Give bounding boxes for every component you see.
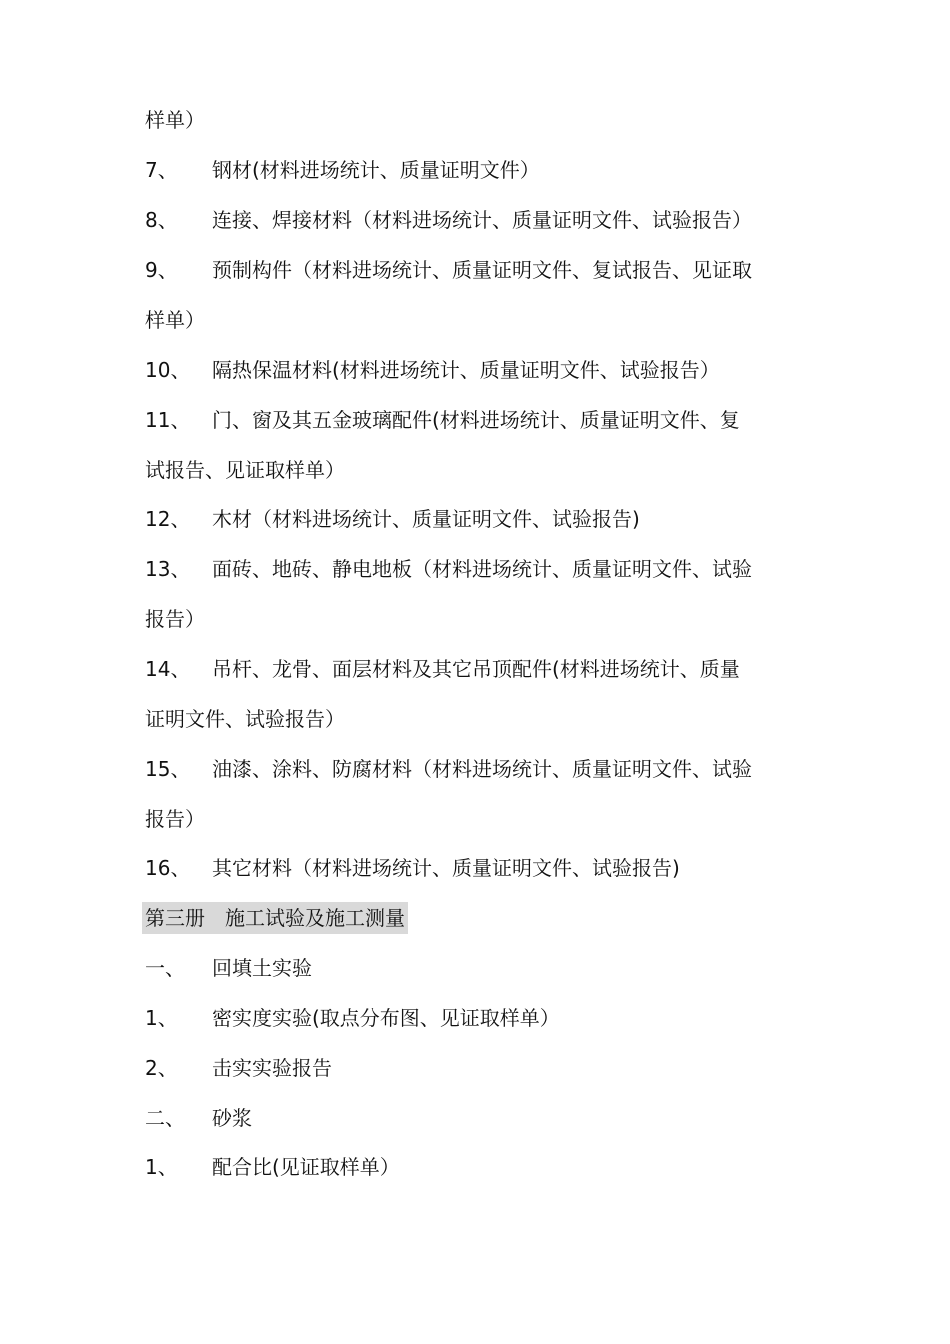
- list-item: [145, 1052, 835, 1084]
- list-item: [145, 1151, 835, 1183]
- item-number: 二、: [145, 1106, 185, 1130]
- list-item: [145, 803, 835, 835]
- item-text: 砂浆: [212, 1106, 252, 1130]
- item-text: 钢材(材料进场统计、质量证明文件）: [212, 158, 540, 182]
- item-number: 14、: [145, 657, 191, 681]
- item-text: 预制构件（材料进场统计、质量证明文件、复试报告、见证取: [212, 258, 752, 282]
- list-item: [145, 1002, 835, 1034]
- continuation-text: 证明文件、试验报告）: [145, 707, 345, 731]
- item-text: 连接、焊接材料（材料进场统计、质量证明文件、试验报告）: [212, 208, 752, 232]
- list-item: [145, 603, 835, 635]
- list-item: [145, 753, 835, 785]
- list-item: [145, 852, 835, 884]
- item-text: 其它材料（材料进场统计、质量证明文件、试验报告): [212, 856, 680, 880]
- list-item: [145, 404, 835, 436]
- list-item: [145, 653, 835, 685]
- list-item: [145, 952, 835, 984]
- continuation-text: 试报告、见证取样单）: [145, 458, 345, 482]
- item-text: 面砖、地砖、静电地板（材料进场统计、质量证明文件、试验: [212, 557, 752, 581]
- item-text: 油漆、涂料、防腐材料（材料进场统计、质量证明文件、试验: [212, 757, 752, 781]
- continuation-text: 报告）: [145, 807, 205, 831]
- item-number: 9、: [145, 258, 178, 282]
- item-number: 15、: [145, 757, 191, 781]
- item-number: 16、: [145, 856, 191, 880]
- continuation-text: 报告）: [145, 607, 205, 631]
- list-item: [145, 154, 835, 186]
- list-item: [145, 354, 835, 386]
- list-item: [145, 703, 835, 735]
- list-item: [145, 1102, 835, 1134]
- item-number: 1、: [145, 1155, 178, 1179]
- item-number: 1、: [145, 1006, 178, 1030]
- item-text: 门、窗及其五金玻璃配件(材料进场统计、质量证明文件、复: [212, 408, 740, 432]
- item-number: 一、: [145, 956, 185, 980]
- continuation-text: 样单）: [145, 308, 205, 332]
- continuation-text: 样单）: [145, 108, 205, 132]
- item-text: 密实度实验(取点分布图、见证取样单）: [212, 1006, 560, 1030]
- item-text: 配合比(见证取样单）: [212, 1155, 400, 1179]
- list-item: [145, 204, 835, 236]
- section-heading: 第三册 施工试验及施工测量: [142, 902, 408, 934]
- item-text: 木材（材料进场统计、质量证明文件、试验报告): [212, 507, 640, 531]
- item-number: 11、: [145, 408, 191, 432]
- list-item: [145, 304, 835, 336]
- item-number: 10、: [145, 358, 191, 382]
- item-number: 7、: [145, 158, 178, 182]
- item-number: 13、: [145, 557, 191, 581]
- item-text: 隔热保温材料(材料进场统计、质量证明文件、试验报告）: [212, 358, 720, 382]
- item-text: 击实实验报告: [212, 1056, 332, 1080]
- item-number: 2、: [145, 1056, 178, 1080]
- item-text: 回填土实验: [212, 956, 312, 980]
- list-item: [145, 503, 835, 535]
- list-item: [145, 553, 835, 585]
- item-number: 8、: [145, 208, 178, 232]
- item-text: 吊杆、龙骨、面层材料及其它吊顶配件(材料进场统计、质量: [212, 657, 740, 681]
- list-item: [145, 254, 835, 286]
- list-item: [145, 104, 835, 136]
- list-item: [145, 454, 835, 486]
- item-number: 12、: [145, 507, 191, 531]
